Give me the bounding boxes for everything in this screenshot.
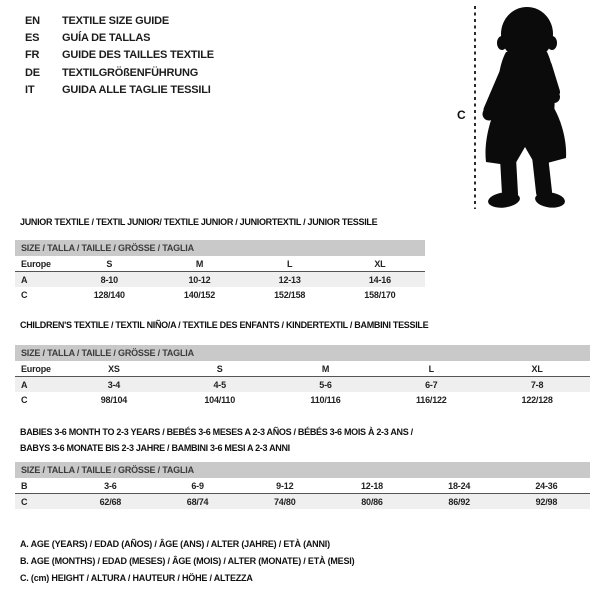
size-header-band: SIZE / TALLA / TAILLE / GRÖSSE / TAGLIA	[15, 462, 590, 478]
table-cell: 10-12	[188, 274, 211, 285]
language-title: TEXTILGRÖßENFÜHRUNG	[62, 66, 199, 79]
table-cell: 158/170	[364, 289, 396, 300]
table-cell: 110/116	[310, 394, 341, 405]
language-code: IT	[25, 83, 35, 96]
table-cell: 6-7	[425, 379, 438, 390]
table-cell: A	[21, 274, 28, 285]
children-size-table	[15, 361, 590, 407]
table-cell: 3-4	[107, 379, 121, 390]
table-row	[15, 478, 590, 494]
table-cell: 12-13	[278, 274, 301, 285]
language-item	[25, 65, 214, 82]
table-cell: 116/122	[415, 394, 447, 405]
table-cell: L	[245, 256, 335, 272]
section-title-babies-line1: BABIES 3-6 MONTH TO 2-3 YEARS / BEBÉS 3-6 MESES A 2-3 AÑOS / BÉBÉS 3-6 MOIS À 2-3 ANS /	[20, 427, 413, 437]
table-cell: 8-10	[100, 274, 118, 285]
section-title-babies-line2: BABYS 3-6 MONATE BIS 2-3 JAHRE / BAMBINI 3-6 MESI A 2-3 ANNI	[20, 443, 290, 453]
note-age-years: A. AGE (YEARS) / EDAD (AÑOS) / ÂGE (ANS) / ALTER (JAHRE) / ETÀ (ANNI)	[20, 539, 330, 549]
language-title: TEXTILE SIZE GUIDE	[62, 15, 170, 27]
table-cell: 86/92	[448, 496, 470, 507]
baby-silhouette-icon	[483, 7, 567, 209]
table-cell: Europe	[15, 256, 64, 272]
junior-table-block	[15, 240, 425, 302]
language-item	[25, 82, 214, 99]
table-cell: M	[273, 361, 379, 377]
table-cell: 128/140	[93, 289, 125, 300]
measure-label-c: C	[457, 108, 466, 122]
size-header-band: SIZE / TALLA / TAILLE / GRÖSSE / TAGLIA	[15, 345, 590, 361]
table-cell: 62/68	[99, 496, 122, 507]
table-cell: 92/98	[535, 496, 558, 507]
table-cell: 140/152	[183, 289, 216, 300]
table-cell: 122/128	[521, 394, 553, 405]
table-cell: XS	[61, 361, 167, 377]
section-title-junior: JUNIOR TEXTILE / TEXTIL JUNIOR/ TEXTILE JUNIOR / JUNIORTEXTIL / JUNIOR TESSILE	[20, 217, 378, 227]
table-cell: XL	[335, 256, 425, 272]
junior-size-table	[15, 256, 425, 302]
table-cell: 9-12	[241, 478, 328, 494]
table-cell: A	[21, 379, 28, 390]
language-code: ES	[25, 32, 40, 45]
table-cell: 24-36	[503, 478, 590, 494]
table-cell: 3-6	[67, 478, 154, 494]
table-cell: B	[15, 478, 67, 494]
table-cell: 74/80	[274, 496, 296, 507]
babies-table-block	[15, 462, 590, 509]
language-item	[25, 30, 214, 47]
footnotes	[20, 536, 354, 587]
table-cell: 6-9	[154, 478, 241, 494]
table-cell: L	[378, 361, 484, 377]
table-cell: 14-16	[368, 274, 391, 285]
table-cell: S	[167, 361, 273, 377]
table-cell: C	[21, 289, 28, 300]
table-cell: 152/158	[274, 289, 306, 300]
table-cell: 7-8	[530, 379, 544, 390]
language-title: GUIDE DES TAILLES TEXTILE	[62, 49, 214, 62]
table-row	[15, 256, 425, 272]
table-cell: 68/74	[186, 496, 209, 507]
table-cell: M	[154, 256, 244, 272]
language-item	[25, 47, 214, 64]
language-title: GUIDA ALLE TAGLIE TESSILI	[62, 83, 211, 96]
note-age-months: B. AGE (MONTHS) / EDAD (MESES) / ÂGE (MOIS) / ALTER (MONATE) / ETÀ (MESI)	[20, 556, 355, 566]
section-title-children: CHILDREN'S TEXTILE / TEXTIL NIÑO/A / TEXTILE DES ENFANTS / KINDERTEXTIL / BAMBINI TESSILE	[20, 320, 429, 330]
table-row	[15, 377, 590, 393]
size-header-band: SIZE / TALLA / TAILLE / GRÖSSE / TAGLIA	[15, 240, 425, 256]
table-cell: C	[21, 496, 28, 507]
language-code: EN	[25, 15, 40, 27]
language-title: GUÍA DE TALLAS	[62, 32, 151, 45]
table-row	[15, 287, 425, 302]
table-cell: 18-24	[416, 478, 503, 494]
table-cell: 12-18	[328, 478, 415, 494]
language-code: FR	[25, 49, 40, 62]
table-row	[15, 272, 425, 288]
table-cell: C	[21, 394, 28, 405]
table-cell: 5-6	[319, 379, 332, 390]
babies-size-table	[15, 478, 590, 509]
table-cell: 104/110	[204, 394, 236, 405]
table-cell: 80/86	[361, 496, 383, 507]
baby-figure	[450, 0, 600, 212]
table-cell: 4-5	[213, 379, 226, 390]
table-cell: 98/104	[100, 394, 128, 405]
table-row	[15, 361, 590, 377]
table-cell: Europe	[15, 361, 61, 377]
language-item	[25, 13, 214, 30]
table-row	[15, 392, 590, 407]
language-code: DE	[25, 66, 40, 79]
note-height-cm: C. (cm) HEIGHT / ALTURA / HAUTEUR / HÖHE / ALTEZZA	[20, 573, 253, 583]
language-list	[25, 13, 214, 99]
table-row	[15, 494, 590, 510]
table-cell: XL	[484, 361, 590, 377]
table-cell: S	[64, 256, 154, 272]
children-table-block	[15, 345, 590, 407]
section-title-babies	[20, 424, 580, 456]
